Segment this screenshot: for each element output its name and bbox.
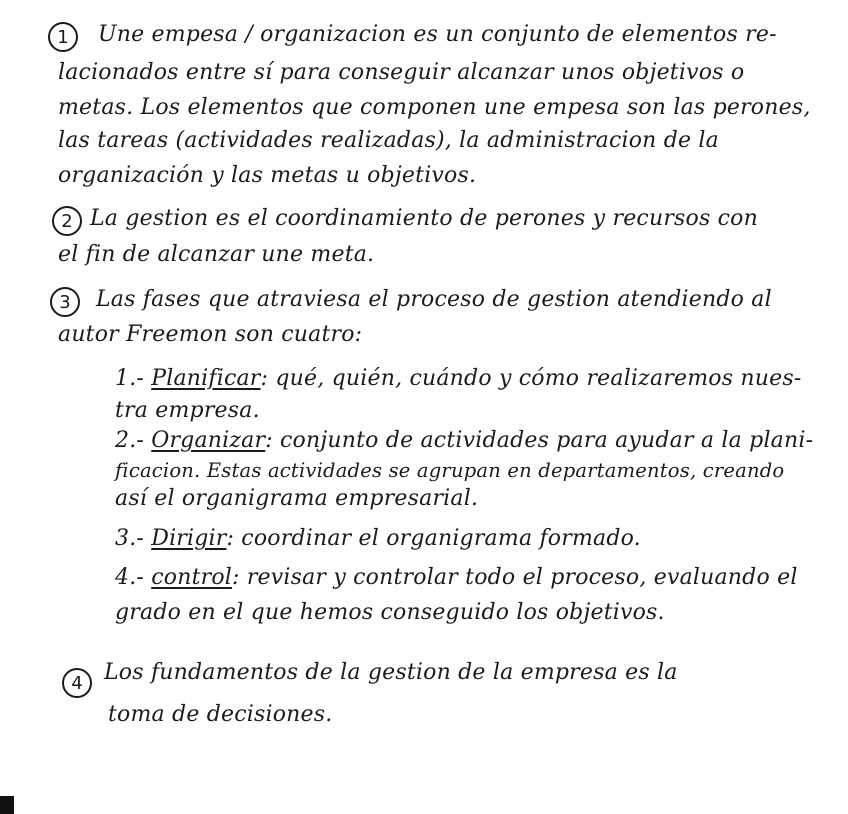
section-2-line-2: el fin de alcanzar une meta. xyxy=(58,242,375,267)
phase-item-2-prefix: 2.- xyxy=(115,428,145,453)
phase-item-2-text: : conjunto de actividades para ayudar a la plani- xyxy=(265,428,814,453)
phase-item-4-text: : revisar y controlar todo el proceso, evaluando el xyxy=(232,565,798,590)
phase-item-1-text: : qué, quién, cuándo y cómo realizaremos nues- xyxy=(260,366,802,391)
section-2-line-1: La gestion es el coordinamiento de perones y recursos con xyxy=(90,206,758,231)
section-number-1: 1 xyxy=(48,22,78,52)
phase-item-4-continuation: grado en el que hemos conseguido los objetivos. xyxy=(115,600,665,625)
phase-item-4-term: control xyxy=(151,565,233,590)
phase-item-3-term: Dirigir xyxy=(151,526,227,551)
phase-item-1-prefix: 1.- xyxy=(115,366,145,391)
phase-item-4-prefix: 4.- xyxy=(115,565,145,590)
section-number-3: 3 xyxy=(50,287,80,317)
section-1-line-4: las tareas (actividades realizadas), la administracion de la xyxy=(58,128,719,153)
phase-item-2-term: Organizar xyxy=(151,428,266,453)
phase-item-2-continuation-2: así el organigrama empresarial. xyxy=(115,486,479,511)
phase-item-3-prefix: 3.- xyxy=(115,526,145,551)
section-3-line-1: Las fases que atraviesa el proceso de gestion atendiendo al xyxy=(96,287,772,312)
section-number-2: 2 xyxy=(52,206,82,236)
phase-item-2 xyxy=(115,428,813,453)
phase-item-3-text: : coordinar el organigrama formado. xyxy=(226,526,641,551)
section-number-4: 4 xyxy=(62,668,92,698)
phase-item-1-continuation: tra empresa. xyxy=(115,398,260,423)
phase-item-1 xyxy=(115,366,801,391)
section-1-line-1: Une empesa / organizacion es un conjunto de elementos re- xyxy=(98,22,777,47)
phase-item-3 xyxy=(115,526,641,551)
phase-item-4 xyxy=(115,565,798,590)
section-1-line-5: organización y las metas u objetivos. xyxy=(58,163,477,188)
section-4-line-1: Los fundamentos de la gestion de la empresa es la xyxy=(104,660,678,685)
phase-item-2-continuation: ficacion. Estas actividades se agrupan en departamentos, creando xyxy=(115,459,785,482)
section-1-line-3: metas. Los elementos que componen une empesa son las perones, xyxy=(58,95,811,120)
section-3-line-2: autor Freemon son cuatro: xyxy=(58,322,363,347)
phase-item-1-term: Planificar xyxy=(151,366,261,391)
section-1-line-2: lacionados entre sí para conseguir alcanzar unos objetivos o xyxy=(58,60,745,85)
section-4-line-2: toma de decisiones. xyxy=(108,702,333,727)
scan-corner-mark xyxy=(0,796,14,814)
